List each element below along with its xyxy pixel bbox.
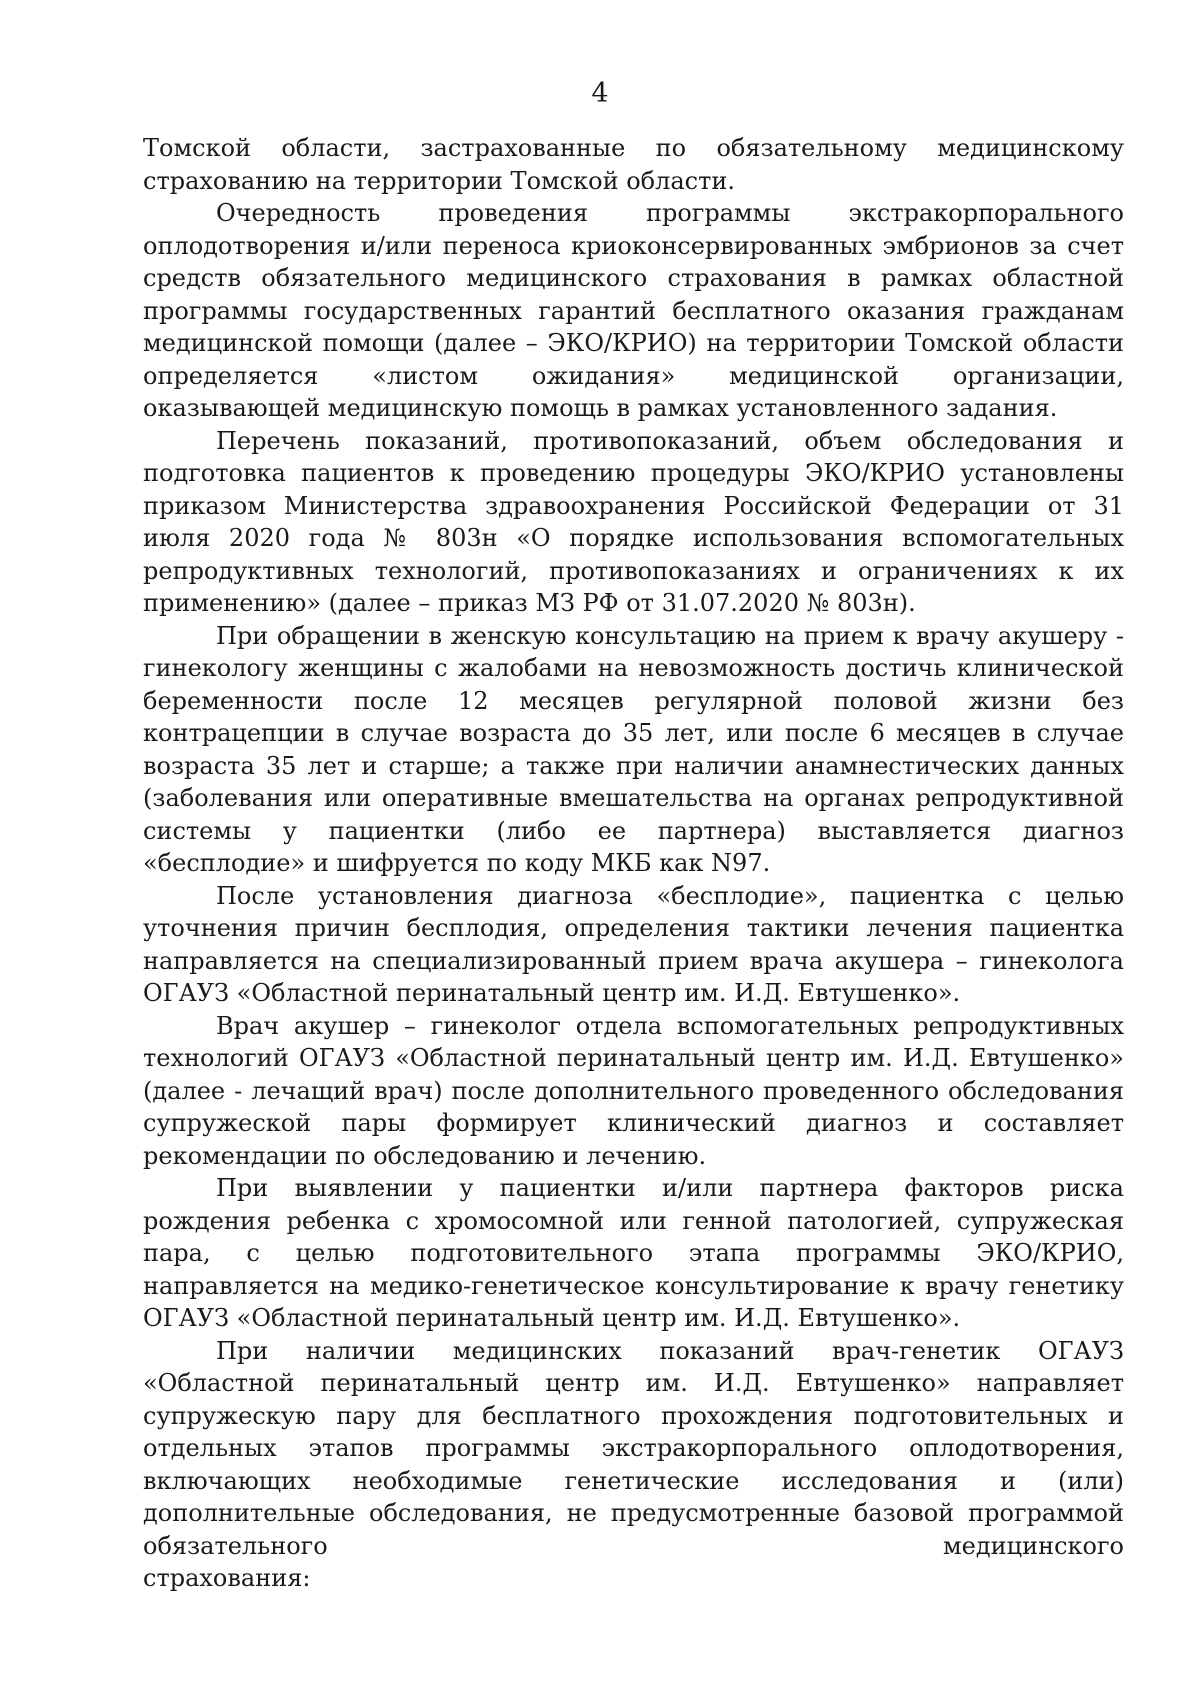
paragraph-genetic-risk: При выявлении у пациентки и/или партнера факторов риска рождения ребенка с хромосомной или генной патологией, супружеская пара, с целью подготовительного этапа программы ЭКО/КРИО, направляется на медико-генетическое консультирование к врачу генетику ОГАУЗ «Областной перинатальный центр им. И.Д. Евтушенко». [143,1174,1124,1332]
paragraph-genetic-referral: При наличии медицинских показаний врач-генетик ОГАУЗ «Областной перинатальный центр им. И.Д. Евтушенко» направляет супружескую пару для бесплатного прохождения подготовительных и отдельных этапов программы экстракорпорального оплодотворения, включающих необходимые генетические исследования и (или) дополнительные обследования, не предусмотренные базовой программой обязательного медицинского [143,1336,1124,1560]
paragraph-attending-physician: Врач акушер – гинеколог отдела вспомогательных репродуктивных технологий ОГАУЗ «Областной перинатальный центр им. И.Д. Евтушенко» (далее - лечащий врач) после дополнительного проведенного обследования супружеской пары формирует клинический диагноз и составляет рекомендации по обследованию и лечению. [143,1011,1124,1170]
paragraph-genetic-referral-tail: страхования: [143,1564,311,1592]
paragraph-queue-order: Очередность проведения программы экстракорпорального оплодотворения и/или переноса криоконсервированных эмбрионов за счет средств обязательного медицинского страхования в рамках областной программы государственных гарантий бесплатного оказания гражданам медицинской помощи (далее – ЭКО/КРИО) на территории Томской области определяется «листом ожидания» медицинской организации, оказывающей медицинскую помощь в рамках установленного задания. [143,199,1124,422]
document-body [143,132,1124,1595]
paragraph-after-diagnosis: После установления диагноза «бесплодие», пациентка с целью уточнения причин бесплодия, определения тактики лечения пациентка направляется на специализированный прием врача акушера – гинеколога ОГАУЗ «Областной перинатальный центр им. И.Д. Евтушенко». [143,881,1124,1007]
paragraph-consultation: При обращении в женскую консультацию на прием к врачу акушеру - гинекологу женщины с жалобами на невозможность достичь клинической беременности после 12 месяцев регулярной половой жизни без контрацепции в случае возраста до 35 лет, или после 6 месяцев в случае возраста 35 лет и старше; а также при наличии анамнестических данных (заболевания или оперативные вмешательства на органах репродуктивной системы у пациентки (либо ее партнера) выставляется диагноз «бесплодие» и шифруется по коду МКБ как N97. [143,621,1124,877]
page-number: 4 [591,78,609,109]
paragraph-continuation: Томской области, застрахованные по обязательному медицинскому страхованию на территории Томской области. [143,134,1124,195]
paragraph-indications-list: Перечень показаний, противопоказаний, объем обследования и подготовка пациентов к проведению процедуры ЭКО/КРИО установлены приказом Министерства здравоохранения Российской Федерации от 31 июля 2020 года № 803н «О порядке использования вспомогательных репродуктивных технологий, противопоказаниях и ограничениях к их применению» (далее – приказ МЗ РФ от 31.07.2020 № 803н). [143,426,1124,617]
